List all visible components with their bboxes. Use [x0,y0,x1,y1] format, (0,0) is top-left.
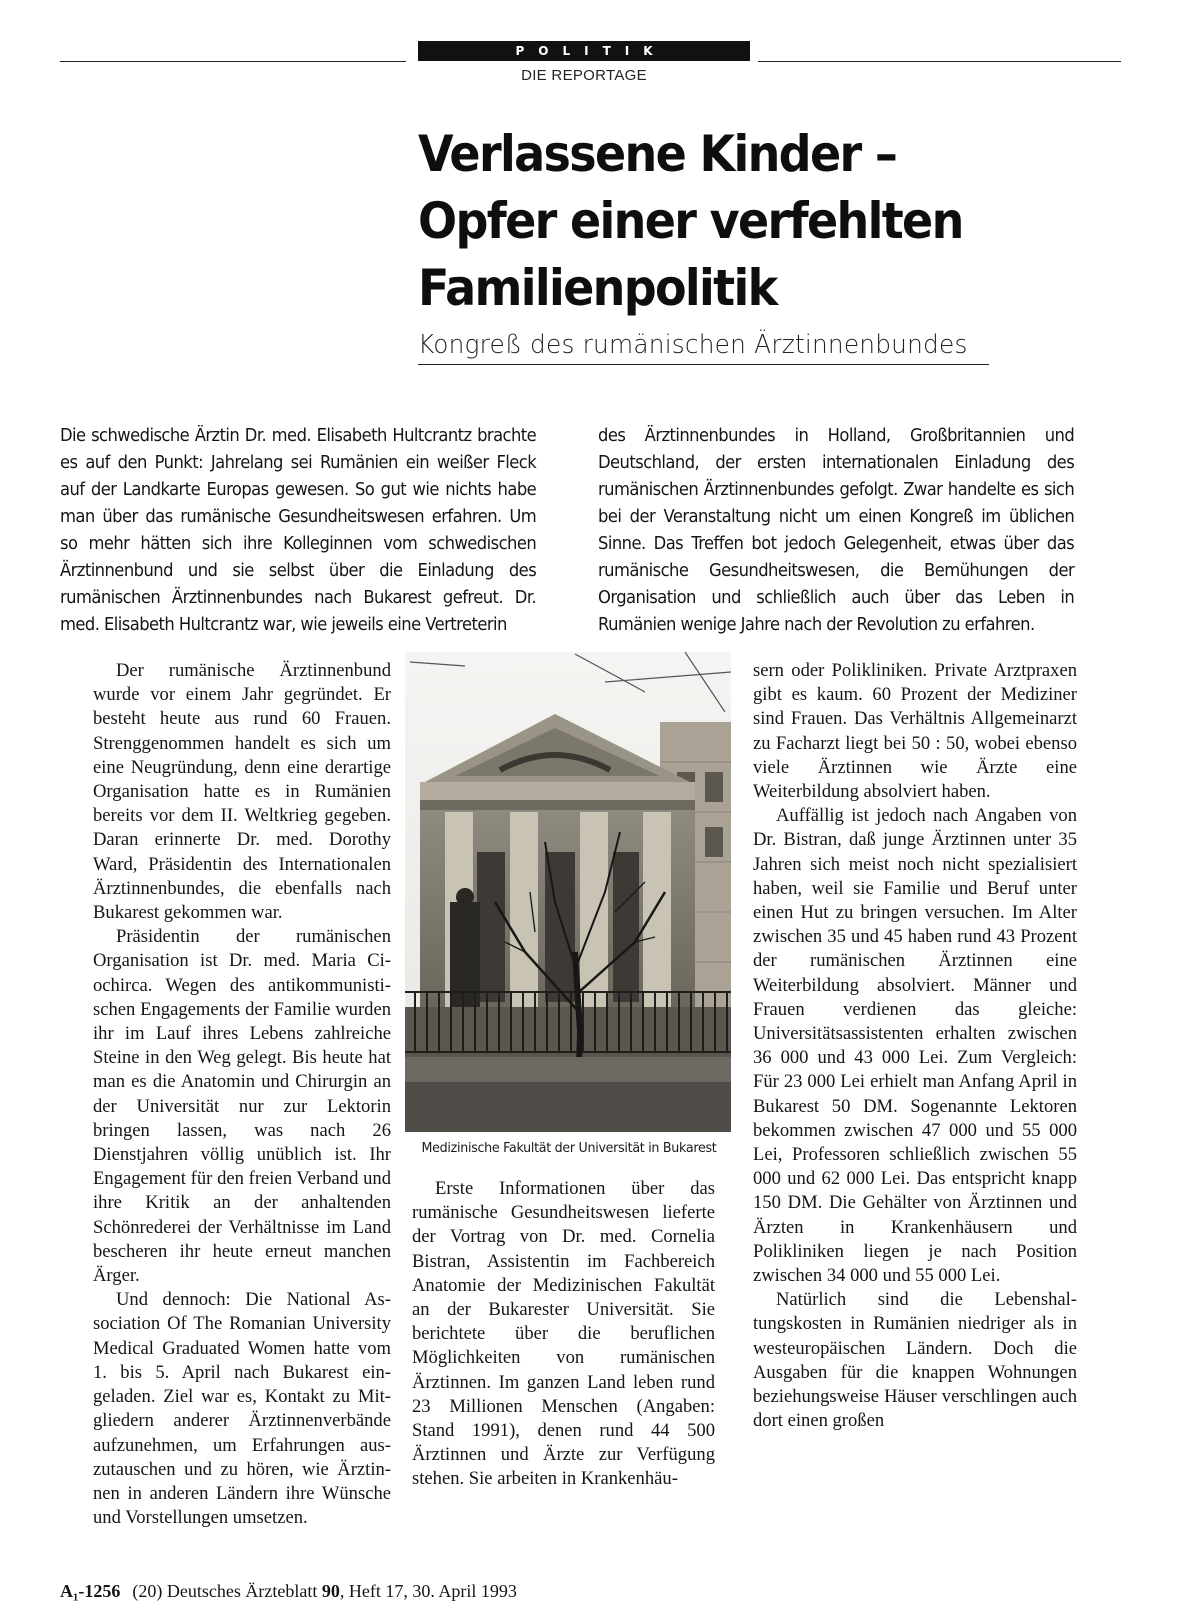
photo-caption: Medizinische Fakultät der Universität in Bukarest [421,1140,717,1156]
body-column-1 [93,659,391,1530]
body-paragraph: Und dennoch: Die National Association Of The Romanian University Medical Graduated Women hatte vom 1. bis 5. April nach Bukarest eingeladen. Ziel war es, Kontakt zu Mitgliedern anderer Ärztinnenverbände aufzunehmen, um Erfahrungen auszutauschen und zu hören, wie Ärztinnen in anderen Ländern ihre Wünsche und Vorstellungen umsetzen. [93,1289,391,1529]
header-rule-right [758,61,1121,62]
body-column-2 [412,1177,715,1492]
headline-line-1: Verlassene Kinder – [418,125,897,183]
article-subheadline: Kongreß des rumänischen Ärztinnenbundes [418,330,989,365]
journal-volume: 90 [321,1581,340,1601]
headline-line-2: Opfer einer verfehlten [418,192,963,250]
body-paragraph: Erste Informationen über das rumänische Gesundheitswesen lieferte der Vortrag von Dr. med. Cornelia Bistran, Assistentin im Fachbereich Anatomie der Medizinischen Fakultät an der Bukarester Universität. Sie berichtete über die beruflichen Möglichkeiten von rumänischen Ärztinnen. Im ganzen Land leben rund 23 Millionen Menschen (Angaben: Stand 1991), denen rund 44 500 Ärztinnen und Ärzte zur Verfügung stehen. Sie arbeiten in Krankenhäu- [412,1178,715,1490]
body-paragraph: Natürlich sind die Lebenshaltungskosten in Rumänien niedriger als in westeuropäischen Ländern. Doch die Ausgaben für die knappen Wohnungen beziehungsweise Häuser verschlingen auch dort einen großen [753,1289,1077,1432]
body-paragraph: Präsidentin der rumänischen Organisation ist Dr. med. Maria Ciochirca. Wegen des antikommunistischen Engagements der Familie wurden ihr im Lauf ihres Lebens zahlreiche Steine in den Weg gelegt. Bis heute hat man es die Anatomin und Chirurgin an der Universität nur zur Lektorin bringen lassen, was nach 26 Dienstjahren völlig unüblich ist. Ihr Engagement für den freien Verband und ihre Kritik an der anhaltenden Schönrederei der Verhältnisse im Land bescheren ihr heute erneut manchen Ärger. [93,926,391,1287]
lead-paragraph-right: des Ärztinnenbundes in Holland, Großbritannien und Deutschland, der ersten internationalen Einladung des rumänischen Ärztinnenbundes gefolgt. Zwar handelte es sich bei der Veranstaltung nicht um einen Kongreß im üblichen Sinne. Das Treffen bot jedoch Gelegenheit, etwas über das rumänische Gesundheitswesen, die Bemühungen der Organisation und schließlich auch über das Leben in Rumänien wenige Jahre nach der Revolution zu erfahren. [598,426,1075,635]
section-sublabel: DIE REPORTAGE [521,67,647,84]
building-photo [405,652,731,1132]
section-label: POLITIK [418,41,750,61]
page-number: (20) [132,1581,163,1601]
headline-line-3: Familienpolitik [418,259,777,317]
lead-paragraph-left: Die schwedische Ärztin Dr. med. Elisabeth Hultcrantz brachte es auf den Punkt: Jahrelang sei Rumänien ein weißer Fleck auf der Landkarte Europas gewesen. So gut wie nichts habe man über das rumänische Gesundheitswesen erfahren. Um so mehr hätten sich ihre Kolleginnen vom schwedischen Ärztinnenbund und sie selbst über die Einladung des rumänischen Ärztinnenbundes nach Bukarest gefreut. Dr. med. Elisabeth Hultcrantz war, wie jeweils eine Vertreterin [60,426,537,635]
page-code: A₁-1256 [60,1581,121,1601]
article-headline [418,121,1062,322]
body-paragraph: Auffällig ist jedoch nach Angaben von Dr. Bistran, daß junge Ärztinnen unter 35 Jahren sich meist noch nicht spezialisiert haben, weil sie Familie und Beruf unter einen Hut zu bringen versuchen. Im Alter zwischen 35 und 45 haben rund 43 Prozent der rumänischen Ärztinnen eine Weiterbildung absolviert. Männer und Frauen verdienen das gleiche: Universitätsassistenten erhalten zwischen 36 000 und 43 000 Lei. Zum Vergleich: Für 23 000 Lei erhielt man Anfang April in Bukarest 50 DM. Sogenannte Lektoren bekommen zwischen 47 000 und 55 000 Lei, Professoren schließlich zwischen 55 000 und 62 000 Lei. Das entspricht knapp 150 DM. Die Gehälter von Ärztinnen und Ärzten in Krankenhäusern und Polikliniken liegen je nach Position zwischen 34 000 und 55 000 Lei. [753,805,1077,1287]
page-footer [60,1581,517,1602]
issue-date: , Heft 17, 30. April 1993 [339,1581,517,1601]
body-paragraph: Der rumänische Ärztinnenbund wurde vor einem Jahr gegründet. Er besteht heute aus rund 60 Frauen. Strenggenommen handelt es sich um eine Neugründung, denn eine derartige Organisation hatte es in Rumänien bereits vor dem II. Weltkrieg gegeben. Daran erinnerte Dr. med. Dorothy Ward, Präsidentin des Internationalen Ärztinnenbundes, die ebenfalls nach Bukarest gekommen war. [93,660,391,924]
body-column-3 [753,659,1077,1434]
body-paragraph: sern oder Polikliniken. Private Arztpraxen gibt es kaum. 60 Prozent der Mediziner sind Frauen. Das Verhältnis Allgemeinarzt zu Facharzt liegt bei 50 : 50, wobei ebenso viele Ärztinnen wie Ärzte eine Weiterbildung absolviert haben. [753,660,1077,803]
journal-name: Deutsches Ärzteblatt [166,1581,318,1601]
header-rule-left [60,61,406,62]
